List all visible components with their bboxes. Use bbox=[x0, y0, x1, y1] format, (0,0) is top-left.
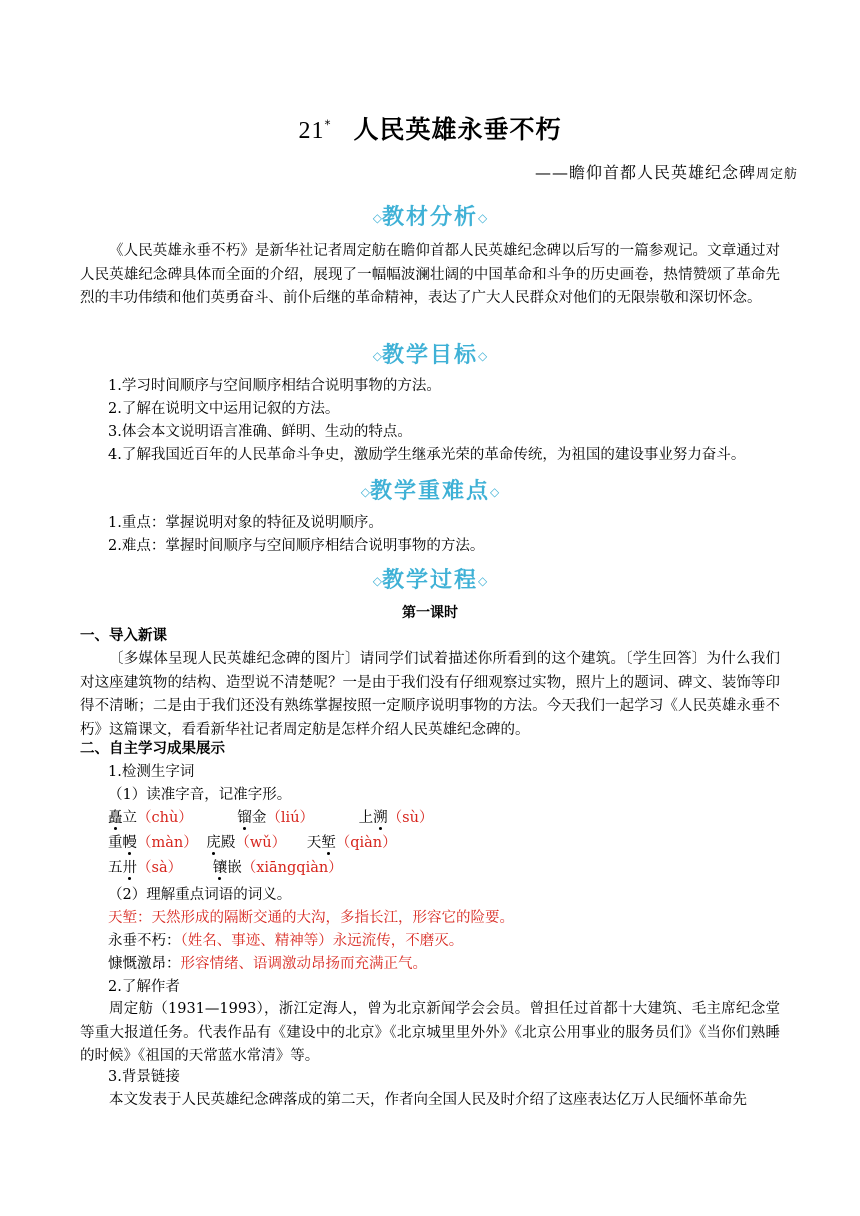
author-paragraph: 周定舫（1931—1993），浙江定海人，曾为北京新闻学会会员。曾担任过首都十大建筑、毛主席纪念堂等重大报道任务。代表作品有《建设中的北京》《北京城里里外外》《北京公用事业的服务员们》《当你们熟睡的时候》《祖国的天常蓝水常清》等。 bbox=[80, 1001, 780, 1064]
word-item: 镶嵌（xiāngqiàn） bbox=[212, 860, 343, 876]
section-goals bbox=[0, 338, 860, 369]
lesson-period: 第一课时 bbox=[402, 605, 458, 621]
subheading: （1）读准字音，记准字形。 bbox=[108, 787, 292, 803]
optional-mark: * bbox=[324, 117, 332, 132]
word-item: 重幔（màn） bbox=[108, 835, 198, 851]
word-row bbox=[108, 832, 780, 854]
section-analysis bbox=[0, 200, 860, 231]
author-name: 周定舫 bbox=[755, 167, 798, 182]
subheading: 3.背景链接 bbox=[108, 1069, 180, 1085]
subtitle-text: ——瞻仰首都人民英雄纪念碑 bbox=[534, 163, 756, 182]
section-analysis-label: 教材分析 bbox=[381, 204, 478, 230]
word-row bbox=[108, 807, 780, 829]
diamond-icon: ◇ bbox=[478, 349, 488, 363]
word-item: 上溯（sù） bbox=[358, 810, 434, 826]
subheading: 1.检测生字词 bbox=[108, 764, 195, 780]
section-goals-label: 教学目标 bbox=[381, 342, 478, 368]
subheading: （2）理解重点词语的词义。 bbox=[108, 887, 292, 903]
section-keypoints bbox=[0, 474, 860, 505]
word-item: 五卅（sà） bbox=[108, 860, 183, 876]
definition bbox=[108, 907, 780, 929]
word-item: 天堑（qiàn） bbox=[306, 835, 397, 851]
definition-text: 形容情绪、语调激动昂扬而充满正气。 bbox=[180, 956, 427, 972]
section-process bbox=[0, 563, 860, 594]
lesson-title-text: 人民英雄永垂不朽 bbox=[353, 115, 562, 144]
background-paragraph: 本文发表于人民英雄纪念碑落成的第二天，作者向全国人民及时介绍了这座表达亿万人民缅怀革命先 bbox=[109, 1092, 747, 1108]
definition-term: 天堑： bbox=[108, 910, 152, 926]
definition-term: 永垂不朽： bbox=[108, 933, 181, 949]
diamond-icon: ◇ bbox=[372, 574, 382, 588]
lesson-title bbox=[0, 110, 860, 146]
goal-item: 1.学习时间顺序与空间顺序相结合说明事物的方法。 bbox=[108, 378, 441, 394]
goal-item: 4.了解我国近百年的人民革命斗争史，激励学生继承光荣的革命传统，为祖国的建设事业努力奋斗。 bbox=[108, 447, 746, 463]
definition-text: 天然形成的隔断交通的大沟，多指长江，形容它的险要。 bbox=[151, 910, 514, 926]
analysis-paragraph: 《人民英雄永垂不朽》是新华社记者周定舫在瞻仰首都人民英雄纪念碑以后写的一篇参观记。文章通过对人民英雄纪念碑具体而全面的介绍，展现了一幅幅波澜壮阔的中国革命和斗争的历史画卷，热情赞颂了革命先烈的丰功伟绩和他们英勇奋斗、前仆后继的革命精神，表达了广大人民群众对他们的无限崇敬和深切怀念。 bbox=[80, 243, 780, 306]
definition bbox=[108, 953, 780, 975]
section-process-label: 教学过程 bbox=[381, 567, 478, 593]
word-item: 庑殿（wǔ） bbox=[206, 835, 287, 851]
section-keypoints-label: 教学重难点 bbox=[369, 478, 490, 504]
keypoint-item: 2.难点：掌握时间顺序与空间顺序相结合说明事物的方法。 bbox=[108, 538, 485, 554]
subheading: 2.了解作者 bbox=[108, 979, 180, 995]
diamond-icon: ◇ bbox=[372, 349, 382, 363]
lesson-number: 21 bbox=[298, 118, 325, 144]
diamond-icon: ◇ bbox=[478, 211, 488, 225]
definition bbox=[108, 930, 780, 952]
diamond-icon: ◇ bbox=[490, 485, 500, 499]
part2-heading: 二、自主学习成果展示 bbox=[80, 741, 225, 757]
diamond-icon: ◇ bbox=[478, 574, 488, 588]
diamond-icon: ◇ bbox=[360, 485, 370, 499]
definition-term: 慷慨激昂： bbox=[108, 956, 181, 972]
diamond-icon: ◇ bbox=[372, 211, 382, 225]
word-item: 镏金（liú） bbox=[237, 810, 315, 826]
definition-text: （姓名、事迹、精神等）永远流传，不磨灭。 bbox=[180, 933, 464, 949]
goal-item: 3.体会本文说明语言准确、鲜明、生动的特点。 bbox=[108, 424, 412, 440]
part1-paragraph: 〔多媒体呈现人民英雄纪念碑的图片〕请同学们试着描述你所看到的这个建筑。〔学生回答〕为什么我们对这座建筑物的结构、造型说不清楚呢？一是由于我们没有仔细观察过实物，照片上的题词、碑文、装饰等印得不清晰；二是由于我们还没有熟练掌握按照一定顺序说明事物的方法。今天我们一起学习《人民英雄永垂不朽》这篇课文，看看新华社记者周定舫是怎样介绍人民英雄纪念碑的。 bbox=[80, 651, 780, 738]
part1-heading: 一、导入新课 bbox=[80, 628, 167, 644]
word-item: 矗立（chù） bbox=[108, 810, 193, 826]
goal-item: 2.了解在说明文中运用记叙的方法。 bbox=[108, 401, 340, 417]
keypoint-item: 1.重点：掌握说明对象的特征及说明顺序。 bbox=[108, 515, 383, 531]
word-row bbox=[108, 857, 780, 879]
subtitle bbox=[535, 160, 798, 183]
